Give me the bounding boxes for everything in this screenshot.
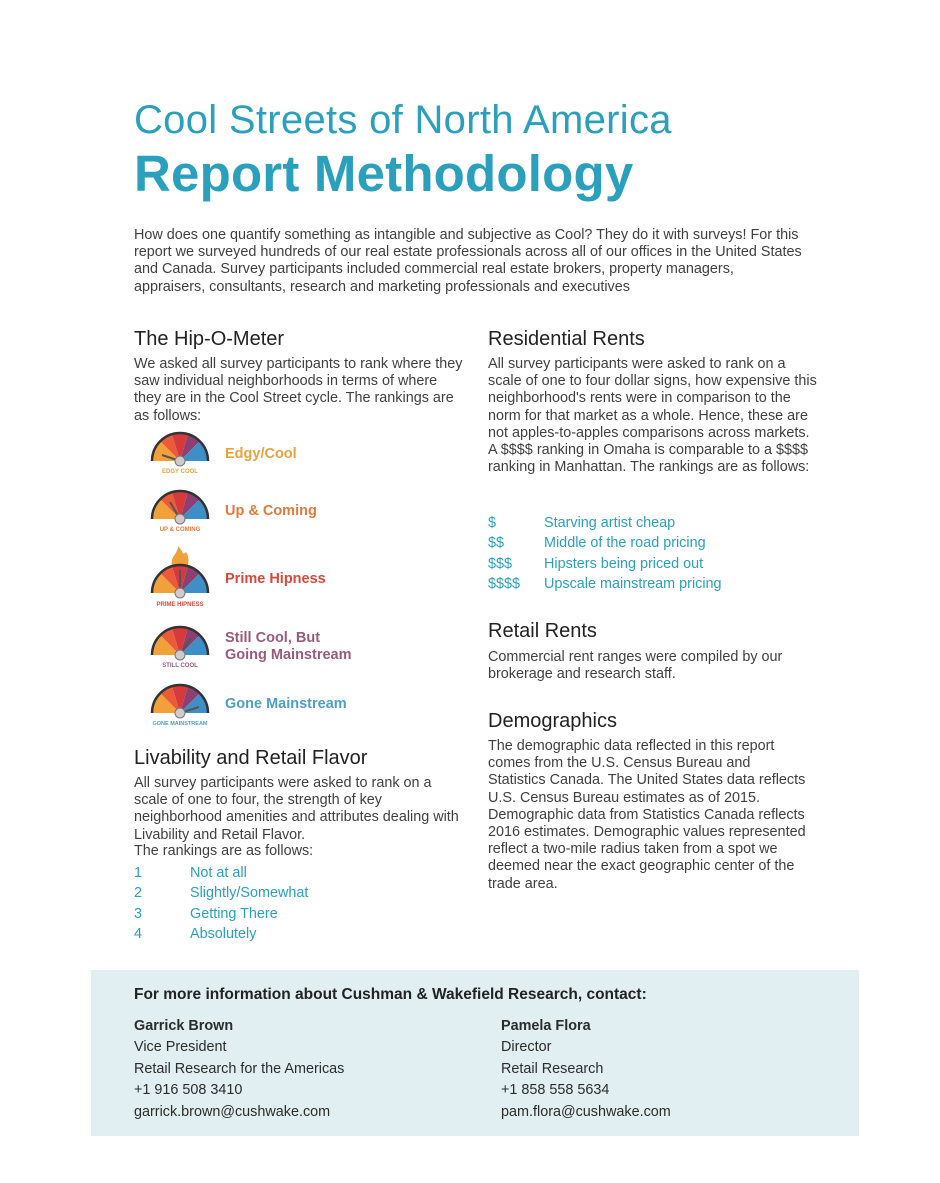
contact-card — [501, 1016, 671, 1123]
title-line-1: Cool Streets of North America — [134, 98, 672, 142]
rank-label-still-cool: Still Cool, But Going Mainstream — [225, 630, 352, 663]
contact-dept: Retail Research — [501, 1060, 604, 1077]
rank-label-edgy-cool: Edgy/Cool — [225, 446, 297, 462]
contact-title: Vice President — [134, 1039, 227, 1056]
livability-heading: Livability and Retail Flavor — [134, 747, 368, 769]
contact-phone[interactable]: +1 916 508 3410 — [134, 1082, 243, 1099]
meter-badge: GONE MAINSTREAM — [152, 721, 208, 727]
retail-heading: Retail Rents — [488, 620, 597, 642]
livability-body: All survey participants were asked to rank on a scale of one to four, the strength of key neighborhood amenities and attributes dealing with Livability and Retail Flavor. — [134, 775, 459, 843]
intro-paragraph: How does one quantify something as intangible and subjective as Cool? They do it with surveys! For this report we surveyed hundreds of our real estate professionals across all of our offices in the United States and Canada. Survey participants included commercial real estate brokers, property managers, appraisers, consultants, research and marketing professionals and executives — [134, 227, 802, 295]
hipometer-body: We asked all survey participants to rank where they saw individual neighborhoods in terms of where they are in the Cool Street cycle. The rankings are as follows: — [134, 356, 463, 424]
demographics-heading: Demographics — [488, 710, 617, 732]
hip-o-meter-still-cool-icon — [148, 622, 212, 672]
contact-card — [134, 1016, 344, 1123]
page-title: Report Methodology — [134, 145, 634, 202]
meter-badge: EDGY COOL — [162, 469, 198, 475]
hipometer-heading: The Hip-O-Meter — [134, 328, 285, 350]
contact-phone[interactable]: +1 858 558 5634 — [501, 1082, 610, 1099]
livability-body-2: The rankings are as follows: — [134, 843, 314, 859]
contact-name: Pamela Flora — [501, 1018, 591, 1034]
retail-body: Commercial rent ranges were compiled by our brokerage and research staff. — [488, 649, 783, 683]
residential-body: All survey participants were asked to rank on a scale of one to four dollar signs, how expensive this neighborhood's rents were in comparison to the norm for that market as a whole. Hence, these are not apples-to-apples comparisons across markets. A $$$$ ranking in Omaha is comparable to a $$$$ ranking in Manhattan. The rankings are as follows: — [488, 356, 817, 476]
hip-o-meter-edgy-cool-icon — [148, 428, 212, 478]
demographics-body: The demographic data reflected in this report comes from the U.S. Census Bureau and Statistics Canada. The United States data reflects U.S. Census Bureau estimates as of 2015. Demographic data from Statistics Canada reflects 2016 estimates. Demographic values represented reflect a two-mile radius taken from a spot we deemed near the exact geographic center of the trade area. — [488, 738, 806, 892]
meter-badge: PRIME HIPNESS — [156, 602, 204, 608]
meter-badge: STILL COOL — [162, 663, 198, 669]
hip-o-meter-prime-hipness-icon — [148, 546, 212, 612]
rank-label-up-coming: Up & Coming — [225, 503, 317, 519]
rank-label-gone-mainstream: Gone Mainstream — [225, 696, 347, 712]
hip-o-meter-gone-mainstream-icon — [148, 680, 212, 730]
contact-heading: For more information about Cushman & Wakefield Research, contact: — [134, 986, 647, 1003]
meter-badge: UP & COMING — [159, 527, 201, 533]
contact-email[interactable]: garrick.brown@cushwake.com — [134, 1103, 331, 1120]
contact-name: Garrick Brown — [134, 1018, 234, 1034]
hip-o-meter-up-coming-icon — [148, 486, 212, 536]
rank-label-prime-hipness: Prime Hipness — [225, 571, 326, 587]
contact-dept: Retail Research for the Americas — [134, 1060, 345, 1077]
contact-email[interactable]: pam.flora@cushwake.com — [501, 1103, 671, 1120]
contact-title: Director — [501, 1039, 552, 1056]
residential-heading: Residential Rents — [488, 328, 645, 350]
